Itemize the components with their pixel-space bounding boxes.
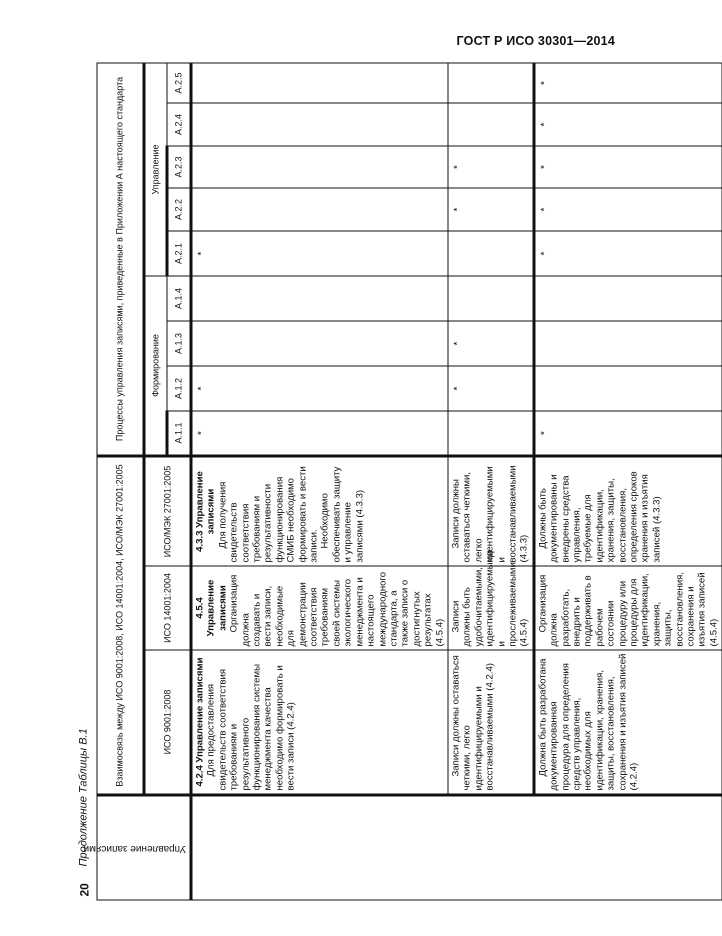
process-empty-cell — [533, 366, 722, 411]
requirement-cell-iso9001 — [191, 650, 448, 795]
requirement-cell-iso27001 — [533, 456, 722, 566]
clause-heading: 4.3.3 Управление записями — [194, 470, 217, 552]
table-row — [447, 62, 533, 899]
clause-heading: 4.5.4 Управление записями — [194, 579, 228, 636]
group-header-formation: Формирование — [144, 276, 167, 456]
process-header: Процессы управления записями, приведенные в Приложении А настоящего стандарта — [97, 62, 144, 455]
process-code-header: А.2.2 — [167, 188, 191, 231]
requirement-cell-iso14001 — [191, 566, 448, 650]
clause-text: Должны быть документированы и внедрены средства управления, требуемые для идентификации, хранения, защиты, восстановления, определения сроков хранения и изъятия записей (4.3.3) — [536, 470, 662, 562]
process-code-header: А.2.1 — [167, 231, 191, 276]
process-code-header: А.2.5 — [167, 62, 191, 102]
process-mark: * — [533, 62, 722, 102]
process-mark: * — [533, 231, 722, 276]
table-row — [191, 62, 448, 899]
standard-header-iso14001: ИСО 14001:2004 — [144, 566, 191, 650]
process-mark: * — [447, 366, 533, 411]
process-mark: * — [533, 411, 722, 456]
row-group-label: Управление записями — [83, 842, 186, 854]
clause-text: Организация должна создавать и вести записи, необходимые для демонстрации соответствия требованиям своей системы экологического менеджмента и настоящего международного стандарта, а также записи о достигнутых результатах (4.5.4) — [228, 571, 445, 646]
requirement-cell-iso9001 — [533, 650, 722, 795]
process-code-header: А.1.3 — [167, 321, 191, 366]
process-empty-cell — [447, 231, 533, 276]
process-mark: * — [447, 321, 533, 366]
process-empty-cell — [191, 321, 448, 366]
process-mark: * — [533, 103, 722, 146]
clause-text: Организация должна разработать, внедрить и поддерживать в рабочем состоянии процедуру или процедуры для идентификации, хранения, защиты, восстановления, сохранения и изъятия записей (4.5.4) — [536, 571, 719, 646]
requirement-cell-iso27001 — [191, 456, 448, 566]
clause-text: Записи должны оставаться четкими, легко идентифицируемыми и восстанавливаемыми (4.2.4) — [449, 654, 496, 790]
page-number: 20 — [77, 882, 91, 896]
requirement-cell-iso14001 — [447, 549, 533, 650]
process-mark: * — [447, 146, 533, 188]
header-row-2 — [144, 62, 167, 899]
clause-text: Должна быть разработана документированная процедура для определения средств управления, необходимых для идентификации, хранения, защиты, восстановления, сохранения и изъятия записей (4.2.4) — [536, 653, 640, 790]
group-header-management: Управление — [144, 62, 167, 275]
standard-header-iso9001: ИСО 9001:2008 — [144, 650, 191, 795]
requirement-cell-iso27001 — [447, 456, 533, 566]
process-empty-cell — [447, 103, 533, 146]
process-code-header: А.1.2 — [167, 366, 191, 411]
process-mark: * — [191, 366, 448, 411]
caption-line — [74, 63, 96, 900]
header-row-1 — [97, 62, 144, 899]
clause-heading: 4.2.4 Управление записями — [194, 657, 205, 786]
process-mark: * — [191, 231, 448, 276]
process-mark: * — [533, 188, 722, 231]
clause-text: Необходимо обеспечивать защиту и управление записями (4.3.3) — [319, 466, 365, 562]
table-caption: Продолжение Таблицы В.1 — [77, 727, 89, 866]
rotated-page-content — [74, 63, 719, 900]
process-code-header: А.2.3 — [167, 146, 191, 188]
process-empty-cell — [191, 276, 448, 321]
requirement-cell-iso14001 — [533, 566, 722, 650]
process-mark: * — [191, 411, 448, 456]
process-empty-cell — [447, 62, 533, 102]
row-group-body-cell — [191, 795, 722, 900]
process-mark: * — [447, 188, 533, 231]
requirement-cell-iso9001 — [447, 650, 533, 795]
clause-text: Для предоставления свидетельств соответствия требованиям и результативного функционирования системы менеджмента качества необходимо формировать и вести записи (4.2.4) — [205, 663, 297, 790]
clause-text: Записи должны оставаться четкими, легко идентифицируемыми и восстанавливаемыми (4.3.3) — [449, 464, 530, 562]
standard-header-iso27001: ИСО/МЭК 27001:2005 — [144, 456, 191, 566]
table-row — [533, 62, 722, 899]
process-empty-cell — [191, 103, 448, 146]
clause-text: Для получения свидетельств соответствия требованиям и результативности функционирования СМИБ необходимо формировать и вести записи. — [216, 465, 320, 562]
process-mark: * — [533, 146, 722, 188]
process-empty-cell — [447, 276, 533, 321]
process-empty-cell — [191, 188, 448, 231]
process-code-header: А.2.4 — [167, 103, 191, 146]
process-code-header: А.1.4 — [167, 276, 191, 321]
process-empty-cell — [533, 321, 722, 366]
process-empty-cell — [533, 276, 722, 321]
process-empty-cell — [191, 62, 448, 102]
relation-header: Взаимосвязь между ИСО 9001:2008, ИСО 14001:2004, ИСО/МЭК 27001:2005 — [97, 456, 144, 795]
process-empty-cell — [447, 411, 533, 456]
document-title: ГОСТ Р ИСО 30301—2014 — [456, 34, 615, 48]
clause-text: Записи должны быть удобочитаемыми, идентифицируемыми и прослеживаемыми (4.5.4) — [449, 549, 530, 646]
process-code-header: А.1.1 — [167, 411, 191, 456]
process-empty-cell — [191, 146, 448, 188]
